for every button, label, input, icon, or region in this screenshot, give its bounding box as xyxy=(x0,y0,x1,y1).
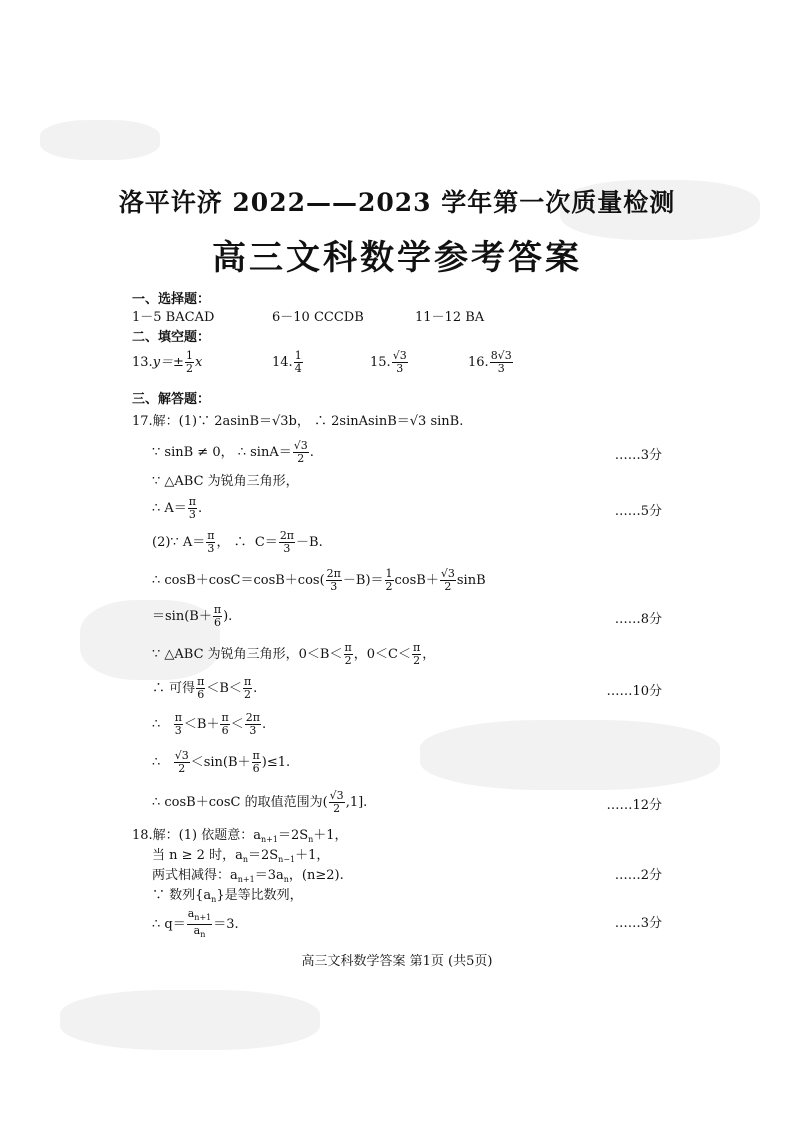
q16-prefix: 16. xyxy=(468,355,489,370)
solution-line: ∵ △ABC 为锐角三角形，0＜B＜ $\frac{\pi}{2}$ ，0＜C＜ $\frac{\pi}{2}$ ， xyxy=(152,641,436,667)
fill-answer-15 xyxy=(370,350,409,375)
answer-group-3: 11－12 BA xyxy=(415,310,485,325)
q13-expr: y＝± xyxy=(152,355,184,370)
line-text: ∵ sinB ≠ 0， ∴ sinA＝ xyxy=(152,445,292,460)
solution-line: (2)∵ A＝ $\frac{\pi}{3}$ ， ∴ C＝ $\frac{2\pi}{3}$ －B. xyxy=(152,529,323,555)
solution-line: 两式相减得：$a_{n+1}=3a_n$，(n≥2). xyxy=(152,868,344,884)
line-text: ＝sin(B＋ xyxy=(152,609,212,624)
solution-line: ∴ cosB＋cosC 的取值范围为( $\frac{√3}{2}$ ,1]. xyxy=(152,789,368,815)
line-text: ∴ A＝ xyxy=(152,501,187,516)
q14-prefix: 14. xyxy=(272,355,293,370)
line-text: ∴ q＝ xyxy=(152,917,186,932)
line-text: 两式相减得：a xyxy=(152,868,238,883)
section-heading-solve: 三、解答题： xyxy=(132,392,211,407)
line-text: ∵ 数列{a xyxy=(152,888,212,903)
q13-denominator: 2 xyxy=(185,362,193,375)
solution-line: ∴ A＝ $\frac{\pi}{3}$ . xyxy=(152,495,203,521)
line-text: ∴ xyxy=(152,755,161,770)
score-mark: ……3分 xyxy=(614,448,662,463)
q14-denominator: 4 xyxy=(294,362,302,375)
score-mark: ……2分 xyxy=(614,868,662,883)
section-heading-fill: 二、填空题： xyxy=(132,330,211,345)
solution-line: 当 n ≥ 2 时，$a_n=2S_{n-1}+1$， xyxy=(152,848,330,864)
q16-numerator: 8√3 xyxy=(490,349,512,362)
page-subtitle: 高三文科数学参考答案 xyxy=(212,238,582,278)
score-mark: ……5分 xyxy=(614,504,662,519)
line-text: ∵ △ABC 为锐角三角形，0＜B＜ xyxy=(152,647,343,662)
q15-numerator: √3 xyxy=(392,349,407,362)
page-footer: 高三文科数学答案 第1页 (共5页) xyxy=(301,954,493,969)
scan-noise xyxy=(420,720,720,790)
score-mark: ……8分 xyxy=(614,612,662,627)
q13-prefix: 13. xyxy=(132,355,153,370)
q14-numerator: 1 xyxy=(294,349,302,362)
solution-line: 17.解：(1)∵ 2asinB＝√3b， ∴ 2sinAsinB＝√3 sinB. xyxy=(132,414,464,429)
solution-line: ∴ $\frac{√3}{2}$ ＜sin(B＋ $\frac{\pi}{6}$ )≤1. xyxy=(152,749,291,775)
solution-line: ∴ q＝ $\frac{a_{n+1}}{a_n}$ ＝3. xyxy=(152,907,239,939)
solution-line: 18.解：(1) 依题意：$a_{n+1}=2S_n+1$， xyxy=(132,828,348,844)
q13-var: x xyxy=(194,355,203,370)
score-mark: ……3分 xyxy=(614,916,662,931)
q14-fraction xyxy=(294,350,303,375)
fill-answer-13 xyxy=(132,350,202,375)
line-text: (2)∵ A＝ xyxy=(152,535,206,550)
q13-numerator: 1 xyxy=(185,349,193,362)
q15-fraction xyxy=(392,350,408,375)
page-title: 洛平许济 2022——2023 学年第一次质量检测 xyxy=(118,188,676,217)
solution-line: ∵ △ABC 为锐角三角形， xyxy=(152,474,299,489)
solution-line: ∵ sinB ≠ 0， ∴ sinA＝ $\frac{√3}{2}$ . xyxy=(152,439,314,465)
line-text: ∴ xyxy=(152,717,161,732)
line-text: 当 n ≥ 2 时，a xyxy=(152,848,243,863)
section-heading-choice: 一、选择题： xyxy=(132,292,211,307)
q13-fraction xyxy=(185,350,194,375)
answer-group-2: 6－10 CCCDB xyxy=(272,310,364,325)
q16-denominator: 3 xyxy=(497,362,505,375)
scan-noise xyxy=(40,120,160,160)
scan-noise xyxy=(60,990,320,1050)
score-mark: ……12分 xyxy=(606,798,662,813)
score-mark: ……10分 xyxy=(606,684,662,699)
fill-answer-14 xyxy=(272,350,304,375)
line-text: ∴ cosB＋cosC＝cosB＋cos( xyxy=(152,573,325,588)
q15-prefix: 15. xyxy=(370,355,391,370)
solution-line: ∵ 数列$\{a_n\}$是等比数列， xyxy=(152,888,303,904)
solution-line: ∴ cosB＋cosC＝cosB＋cos( $\frac{2\pi}{3}$ －B)＝ $\frac{1}{2}$ cosB＋ $\frac{√3}{2}$ sinB xyxy=(152,567,486,593)
fill-answer-16 xyxy=(468,350,514,375)
q15-denominator: 3 xyxy=(396,362,404,375)
answer-group-1: 1－5 BACAD xyxy=(132,310,215,325)
solution-line: ∴ $\frac{\pi}{3}$ ＜B＋ $\frac{\pi}{6}$ ＜ $\frac{2\pi}{3}$ . xyxy=(152,711,267,737)
q16-fraction xyxy=(490,350,513,375)
line-text: ∴ cosB＋cosC 的取值范围为( xyxy=(152,795,328,810)
line-text: ∴ 可得 xyxy=(152,681,196,696)
solution-line: ∴ 可得 $\frac{\pi}{6}$ ＜B＜ $\frac{\pi}{2}$ . xyxy=(152,675,258,701)
line-text: 18.解：(1) 依题意：a xyxy=(132,828,261,843)
solution-line: ＝sin(B＋ $\frac{\pi}{6}$ ). xyxy=(152,603,233,629)
